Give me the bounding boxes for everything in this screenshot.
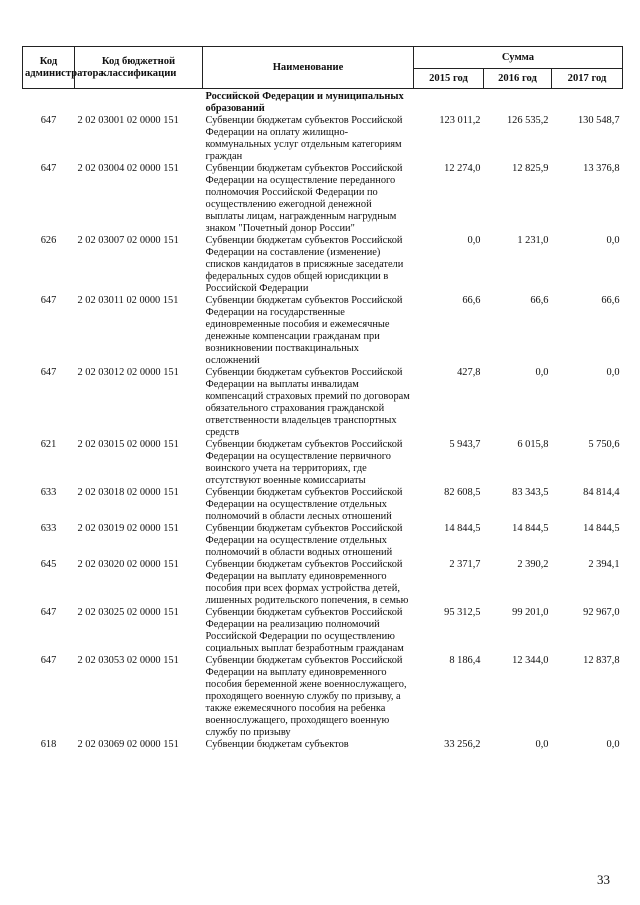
table-row (23, 739, 623, 751)
budget-code: 2 02 03015 02 0000 151 (77, 439, 179, 450)
value-2015: 5 943,7 (449, 439, 481, 450)
admin-code: 633 (40, 487, 57, 498)
row-name: Субвенции бюджетам субъектов Российской Федерации на осуществление отдельных полномочий в области лесных отношений (205, 487, 403, 522)
table-row (23, 559, 623, 607)
value-2015: 427,8 (457, 367, 481, 378)
budget-code: 2 02 03007 02 0000 151 (77, 235, 179, 246)
value-2016: 66,6 (530, 295, 549, 306)
admin-code: 621 (40, 439, 57, 450)
value-2016: 99 201,0 (512, 607, 549, 618)
table-body (23, 89, 623, 752)
admin-code: 647 (40, 655, 57, 666)
row-name: Субвенции бюджетам субъектов (205, 739, 349, 750)
table-row (23, 163, 623, 235)
table-header (23, 47, 623, 89)
table-row (23, 607, 623, 655)
header-year-2015: 2015 год (414, 69, 484, 89)
admin-code: 647 (40, 115, 57, 126)
value-2015: 0,0 (467, 235, 481, 246)
header-budget-code: Код бюджетной классификации (75, 47, 203, 89)
value-2016: 12 344,0 (512, 655, 549, 666)
row-name: Субвенции бюджетам субъектов Российской Федерации на оплату жилищно-коммунальных услуг отдельным категориям граждан (205, 115, 403, 162)
value-2016: 12 825,9 (512, 163, 549, 174)
header-name: Наименование (203, 47, 414, 89)
admin-code: 618 (40, 739, 57, 750)
continuation-text: Российской Федерации и муниципальных образований (205, 91, 404, 114)
header-year-2016: 2016 год (484, 69, 552, 89)
value-2016: 6 015,8 (517, 439, 549, 450)
table-row (23, 295, 623, 367)
budget-code: 2 02 03011 02 0000 151 (77, 295, 179, 306)
table-row (23, 235, 623, 295)
value-2017: 84 814,4 (583, 487, 620, 498)
value-2017: 0,0 (606, 235, 620, 246)
admin-code: 647 (40, 163, 57, 174)
table-row (23, 487, 623, 523)
table-row (23, 115, 623, 163)
header-admin-code: Код администратора (23, 47, 75, 89)
value-2015: 8 186,4 (449, 655, 481, 666)
budget-table (22, 46, 623, 751)
budget-code: 2 02 03004 02 0000 151 (77, 163, 179, 174)
row-name: Субвенции бюджетам субъектов Российской Федерации на выплату единовременного пособия при всех формах устройства детей, лишенных родительского попечения, в семью (205, 559, 409, 606)
value-2017: 5 750,6 (588, 439, 620, 450)
value-2017: 0,0 (606, 367, 620, 378)
row-name: Субвенции бюджетам субъектов Российской Федерации на выплату единовременного пособия беременной жене военнослужащего, проходящего военную службу по призыву, а также ежемесячного пособия на ребенка военнослужащего, проходящего военную службу по призыву (205, 655, 407, 738)
value-2017: 0,0 (606, 739, 620, 750)
row-name: Субвенции бюджетам субъектов Российской Федерации на выплаты инвалидам компенсаций страховых премий по договорам обязательного страхования гражданской ответственности владельцев транспортных средств (205, 367, 410, 438)
value-2016: 126 535,2 (506, 115, 549, 126)
value-2016: 83 343,5 (512, 487, 549, 498)
value-2017: 14 844,5 (583, 523, 620, 534)
value-2016: 1 231,0 (517, 235, 549, 246)
budget-code: 2 02 03025 02 0000 151 (77, 607, 179, 618)
admin-code: 647 (40, 295, 57, 306)
value-2016: 2 390,2 (517, 559, 549, 570)
budget-code: 2 02 03019 02 0000 151 (77, 523, 179, 534)
value-2015: 66,6 (462, 295, 481, 306)
admin-code: 645 (40, 559, 57, 570)
value-2017: 13 376,8 (583, 163, 620, 174)
value-2016: 14 844,5 (512, 523, 549, 534)
continuation-row (23, 89, 623, 116)
value-2017: 130 548,7 (577, 115, 620, 126)
budget-code: 2 02 03053 02 0000 151 (77, 655, 179, 666)
row-name: Субвенции бюджетам субъектов Российской Федерации на осуществление первичного воинского учета на территориях, где отсутствуют военные комиссариаты (205, 439, 403, 486)
budget-code: 2 02 03001 02 0000 151 (77, 115, 179, 126)
value-2015: 95 312,5 (444, 607, 481, 618)
value-2015: 12 274,0 (444, 163, 481, 174)
budget-code: 2 02 03020 02 0000 151 (77, 559, 179, 570)
value-2015: 82 608,5 (444, 487, 481, 498)
value-2017: 12 837,8 (583, 655, 620, 666)
budget-document (22, 46, 622, 751)
table-row (23, 367, 623, 439)
row-name: Субвенции бюджетам субъектов Российской Федерации на осуществление отдельных полномочий в области водных отношений (205, 523, 403, 558)
value-2015: 123 011,2 (439, 115, 481, 126)
table-row (23, 655, 623, 739)
value-2015: 2 371,7 (449, 559, 481, 570)
header-sum: Сумма (414, 47, 623, 69)
row-name: Субвенции бюджетам субъектов Российской Федерации на реализацию полномочий Российской Федерации по осуществлению социальных выплат безработным гражданам (205, 607, 404, 654)
admin-code: 626 (40, 235, 57, 246)
header-year-2017: 2017 год (552, 69, 623, 89)
admin-code: 647 (40, 607, 57, 618)
budget-code: 2 02 03018 02 0000 151 (77, 487, 179, 498)
value-2017: 92 967,0 (583, 607, 620, 618)
table-row (23, 439, 623, 487)
value-2015: 14 844,5 (444, 523, 481, 534)
admin-code: 647 (40, 367, 57, 378)
row-name: Субвенции бюджетам субъектов Российской Федерации на государственные единовременные пособия и ежемесячные денежные компенсации гражданам при возникновении поствакцинальных осложнений (205, 295, 403, 366)
budget-code: 2 02 03012 02 0000 151 (77, 367, 179, 378)
value-2016: 0,0 (535, 739, 549, 750)
admin-code: 633 (40, 523, 57, 534)
table-row (23, 523, 623, 559)
value-2017: 2 394,1 (588, 559, 620, 570)
page-number: 33 (597, 872, 610, 887)
value-2017: 66,6 (601, 295, 620, 306)
budget-code: 2 02 03069 02 0000 151 (77, 739, 179, 750)
value-2016: 0,0 (535, 367, 549, 378)
value-2015: 33 256,2 (444, 739, 481, 750)
row-name: Субвенции бюджетам субъектов Российской Федерации на осуществление переданного полномочия Российской Федерации по осуществлению ежегодной денежной выплаты лицам, награжденным нагрудным знаком "Почетный донор России" (205, 163, 403, 234)
row-name: Субвенции бюджетам субъектов Российской Федерации на составление (изменение) списков кандидатов в присяжные заседатели федеральных судов общей юрисдикции в Российской Федерации (205, 235, 404, 294)
